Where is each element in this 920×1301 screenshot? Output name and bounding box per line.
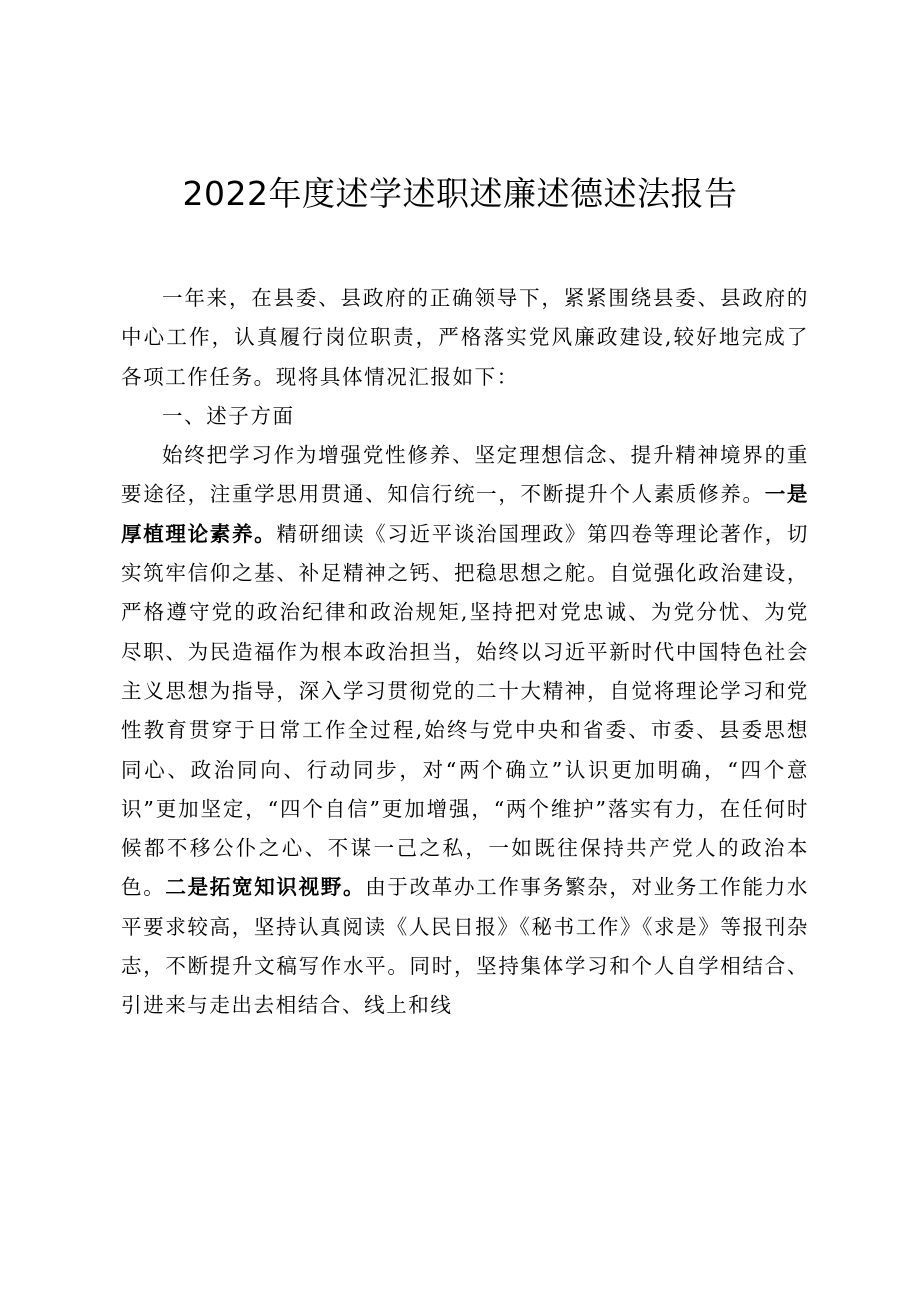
study-paragraph [121,436,809,1025]
document-title: 2022年度述学述职述廉述德述法报告 [182,174,738,213]
section-heading: 一、述子方面 [162,403,295,428]
point-two-heading: 二是拓宽知识视野。 [165,875,366,900]
study-paragraph-text: 始终把学习作为增强党性修养、坚定理想信念、提升精神境界的重要途径，注重学思用贯通、知信行统一，不断提升个人素质修养。 [121,443,809,507]
point-two-text: 由于改革办工作事务繁杂，对业务工作能力水平要求较高，坚持认真阅读《人民日报》《秘书工作》《求是》等报刊杂志，不断提升文稿写作水平。同时，坚持集体学习和个人自学相结合、引进来与走出去相结合、线上和线 [121,875,810,1018]
document-body [121,279,809,1026]
point-one-text: 精研细读《习近平谈治国理政》第四卷等理论著作，切实筑牢信仰之基、补足精神之钙、把稳思想之舵。自觉强化政治建设，严格遵守党的政治纪律和政治规矩,坚持把对党忠诚、为党分忧、为党尽职、为民造福作为根本政治担当，始终以习近平新时代中国特色社会主义思想为指导，深入学习贯彻党的二十大精神，自觉将理论学习和党性教育贯穿于日常工作全过程,始终与党中央和省委、市委、县委思想同心、政治同向、行动同步，对“两个确立”认识更加明确，“四个意识”更加坚定，“四个自信”更加增强，“两个维护”落实有力，在任何时候都不移公仆之心、不谋一己之私，一如既往保持共产党人的政治本色。 [121,521,809,900]
point-one-heading: 一是厚植理论素养。 [121,482,809,546]
intro-paragraph: 一年来，在县委、县政府的正确领导下，紧紧围绕县委、县政府的中心工作，认真履行岗位职责，严格落实党风廉政建设,较好地完成了各项工作任务。现将具体情况汇报如下： [121,286,809,389]
